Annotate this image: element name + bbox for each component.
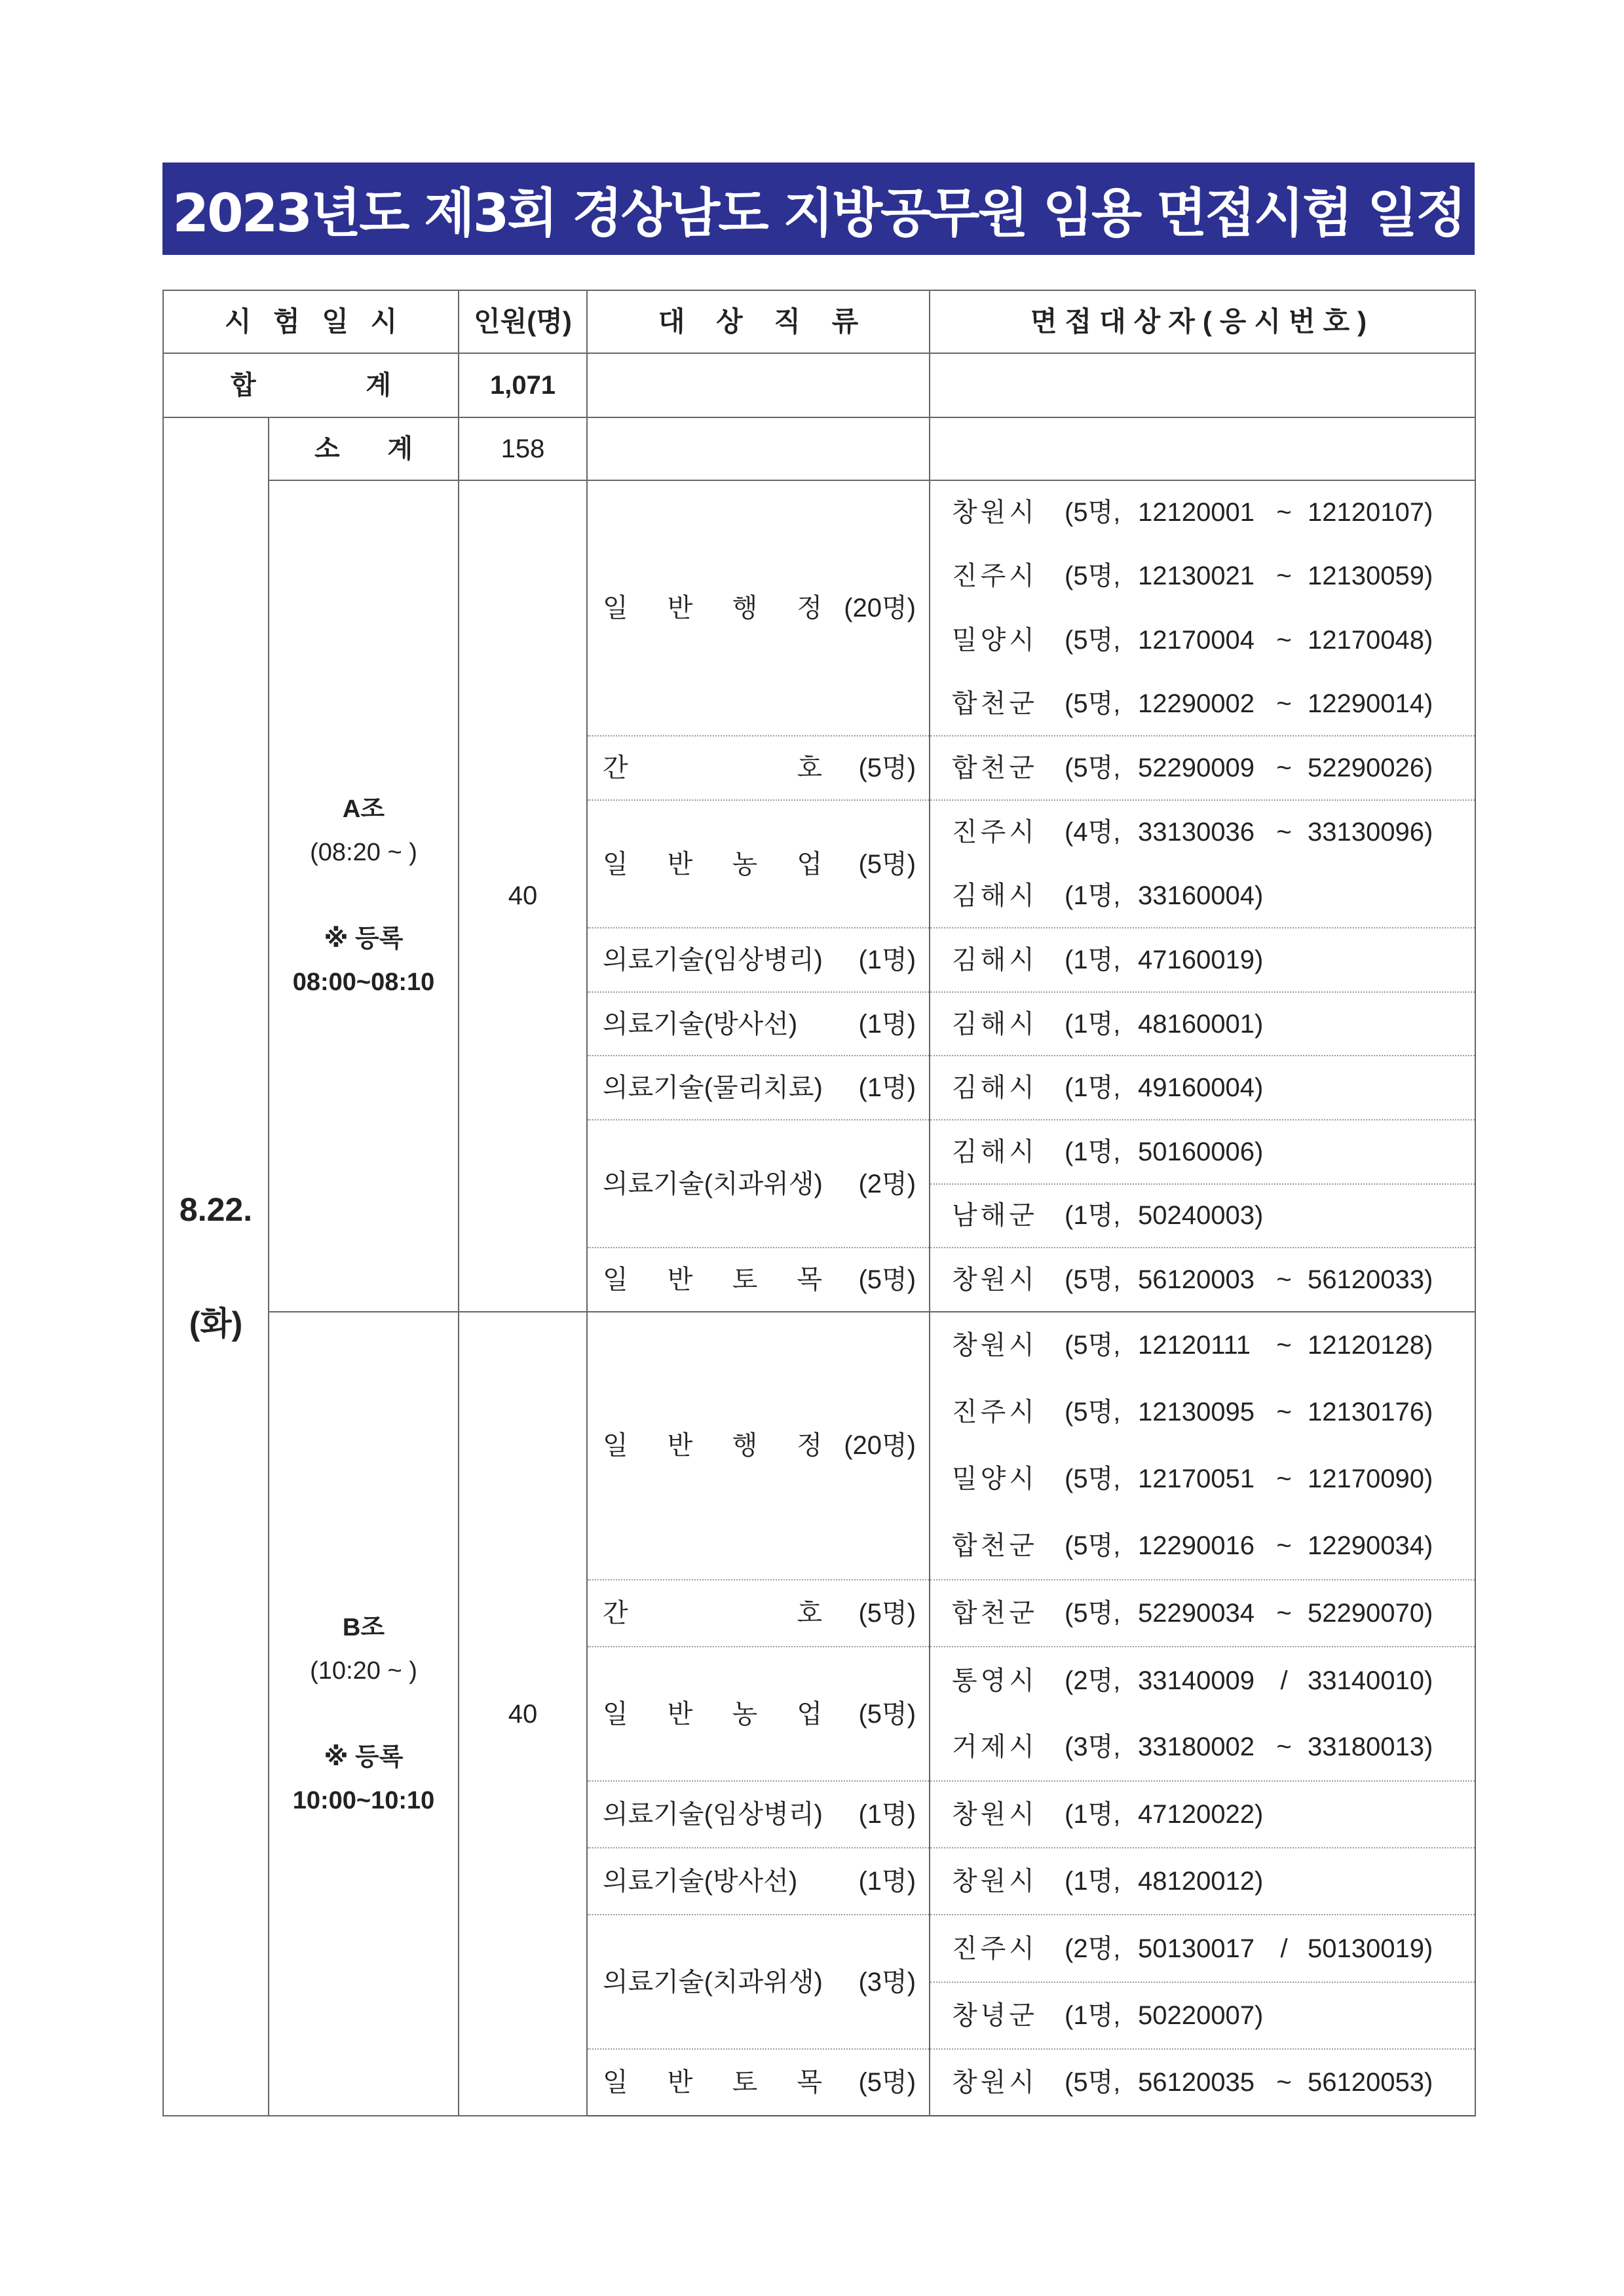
job-name: 일 반 농 업 [603, 1699, 823, 1729]
job-count: (1명) [858, 1867, 916, 1896]
city-name: 통영시 [952, 1666, 1038, 1695]
group-start-time: (08:20 ~ ) [310, 839, 417, 867]
job-name: 의료기술(방사선) [603, 1867, 798, 1896]
job-count: (5명) [858, 1265, 916, 1294]
subtotal-applicant-cell [930, 417, 1475, 480]
exam-number-to: 56120053) [1308, 2068, 1433, 2097]
applicant-count: (4명, [1065, 818, 1121, 847]
job-name: 의료기술(물리치료) [603, 1073, 823, 1103]
range-separator: ~ [1276, 562, 1292, 591]
range-separator: ~ [1276, 1599, 1292, 1628]
job-count: (5명) [858, 2068, 916, 2097]
header-job [587, 290, 930, 353]
group-name: A조 [342, 795, 385, 824]
job-count: (1명) [858, 1073, 916, 1103]
job-name: 간 호 [603, 1599, 823, 1628]
applicant-entry [930, 1714, 1475, 1781]
job-count: (3명) [858, 1967, 916, 1997]
job-cell-inner [603, 2067, 916, 2098]
applicant-count: (5명, [1065, 1464, 1121, 1494]
exam-number-to: 12130059) [1308, 562, 1433, 591]
job-cell [587, 736, 930, 800]
title-banner [162, 163, 1475, 255]
job-cell [587, 1120, 930, 1248]
group-name: B조 [342, 1613, 385, 1641]
applicant-entry [930, 1184, 1475, 1248]
job-cell-inner [603, 1072, 916, 1103]
range-separator: ~ [1276, 1531, 1292, 1561]
applicant-entry [930, 1445, 1475, 1512]
total-label: 합 계 [231, 371, 391, 400]
exam-number-from: 33140009 [1138, 1666, 1255, 1695]
exam-number-from: 48120012) [1138, 1867, 1264, 1896]
total-row [163, 353, 1475, 417]
header-exam-datetime [163, 290, 459, 353]
city-name: 창원시 [952, 498, 1038, 527]
applicant-count: (1명, [1065, 881, 1121, 910]
exam-number-to: 12130176) [1308, 1398, 1433, 1427]
city-name: 창원시 [952, 1265, 1038, 1294]
job-cell [587, 1848, 930, 1915]
applicant-count: (1명, [1065, 1137, 1121, 1166]
exam-number-from: 47160019) [1138, 945, 1264, 974]
group-spacer [269, 1693, 458, 1736]
header-applicants-label: 면접대상자(응시번호) [1030, 305, 1375, 337]
applicant-entry [930, 2049, 1475, 2116]
city-name: 남해군 [952, 1201, 1038, 1231]
city-name: 합천군 [952, 1599, 1038, 1628]
registration-time: 08:00~08:10 [292, 968, 435, 997]
city-name: 합천군 [952, 1531, 1038, 1561]
city-name: 진주시 [952, 1398, 1038, 1427]
applicant-count: (5명, [1065, 498, 1121, 527]
applicant-entry [930, 928, 1475, 992]
total-job-cell [587, 353, 930, 417]
range-separator: ~ [1276, 754, 1292, 783]
total-count: 1,071 [459, 353, 587, 417]
applicant-entry [930, 1982, 1475, 2049]
exam-number-from: 50240003) [1138, 1201, 1264, 1231]
exam-number-from: 12130095 [1138, 1398, 1255, 1427]
group-spacer [269, 874, 458, 917]
exam-number-from: 12120111 [1138, 1331, 1251, 1360]
job-cell-inner [603, 1966, 916, 1998]
range-separator: ~ [1276, 498, 1292, 527]
job-cell-inner [603, 592, 916, 624]
exam-number-from: 52290034 [1138, 1599, 1255, 1628]
subtotal-label-cell [269, 417, 459, 480]
city-name: 김해시 [952, 945, 1038, 974]
registration-label: ※ 등록 [324, 925, 404, 953]
city-name: 창원시 [952, 1331, 1038, 1360]
job-cell-inner [603, 1799, 916, 1830]
applicant-count: (5명, [1065, 562, 1121, 591]
exam-number-to: 52290026) [1308, 754, 1433, 783]
job-count: (2명) [858, 1169, 916, 1198]
job-cell-inner [603, 944, 916, 976]
job-cell-inner [603, 752, 916, 784]
applicant-count: (1명, [1065, 1867, 1121, 1896]
job-name: 간 호 [603, 754, 823, 783]
range-separator: ~ [1276, 1732, 1292, 1762]
exam-number-from: 12130021 [1138, 562, 1255, 591]
applicant-count: (2명, [1065, 1934, 1121, 1963]
job-name: 일 반 토 목 [603, 2068, 823, 2097]
group-cell [269, 480, 459, 1312]
range-separator: / [1280, 1934, 1288, 1963]
job-cell [587, 1312, 930, 1580]
header-row [163, 290, 1475, 353]
applicant-entry [930, 800, 1475, 864]
applicant-entry [930, 672, 1475, 737]
job-cell-inner [603, 1008, 916, 1040]
job-cell-inner [603, 1264, 916, 1295]
range-separator: ~ [1276, 818, 1292, 847]
applicant-entry [930, 1379, 1475, 1445]
exam-number-from: 48160001) [1138, 1009, 1264, 1039]
job-cell [587, 1781, 930, 1848]
schedule-table [162, 290, 1476, 2116]
job-cell [587, 1248, 930, 1312]
exam-number-from: 47120022) [1138, 1799, 1264, 1829]
applicant-count: (5명, [1065, 2068, 1121, 2097]
header-applicants [930, 290, 1475, 353]
city-name: 김해시 [952, 881, 1038, 910]
exam-number-to: 33180013) [1308, 1732, 1433, 1762]
exam-number-from: 50220007) [1138, 2000, 1264, 2030]
job-name: 일 반 농 업 [603, 849, 823, 879]
city-name: 김해시 [952, 1137, 1038, 1166]
applicant-entry [930, 992, 1475, 1056]
exam-number-to: 50130019) [1308, 1934, 1433, 1963]
applicant-count: (2명, [1065, 1666, 1121, 1695]
applicant-entry [930, 1848, 1475, 1915]
exam-number-to: 56120033) [1308, 1265, 1433, 1294]
total-label-cell [163, 353, 459, 417]
job-count: (5명) [858, 1699, 916, 1729]
job-cell-inner [603, 1430, 916, 1461]
applicant-count: (5명, [1065, 1265, 1121, 1294]
exam-number-from: 12170004 [1138, 625, 1255, 655]
header-exam-datetime-label: 시 험 일 시 [224, 305, 398, 337]
job-cell [587, 1647, 930, 1781]
exam-number-to: 12290034) [1308, 1531, 1433, 1561]
exam-number-to: 12290014) [1308, 689, 1433, 719]
header-count [459, 290, 587, 353]
job-name: 의료기술(치과위생) [603, 1967, 823, 1997]
job-count: (5명) [858, 754, 916, 783]
exam-number-from: 33180002 [1138, 1732, 1255, 1762]
applicant-count: (5명, [1065, 1331, 1121, 1360]
city-name: 거제시 [952, 1732, 1038, 1762]
applicant-count: (5명, [1065, 689, 1121, 719]
applicant-entry [930, 1312, 1475, 1379]
exam-number-to: 12120107) [1308, 498, 1433, 527]
city-name: 합천군 [952, 689, 1038, 719]
job-count: (20명) [844, 594, 916, 623]
job-cell-inner [603, 1598, 916, 1629]
range-separator: ~ [1276, 1265, 1292, 1294]
job-name: 의료기술(치과위생) [603, 1169, 823, 1198]
applicant-count: (1명, [1065, 1799, 1121, 1829]
exam-number-from: 50130017 [1138, 1934, 1255, 1963]
applicant-count: (1명, [1065, 1073, 1121, 1103]
exam-weekday: (화) [189, 1305, 243, 1342]
range-separator: ~ [1276, 625, 1292, 655]
job-cell [587, 992, 930, 1056]
city-name: 김해시 [952, 1073, 1038, 1103]
applicant-entry [930, 1513, 1475, 1580]
registration-time: 10:00~10:10 [292, 1786, 435, 1814]
exam-number-to: 12170090) [1308, 1464, 1433, 1494]
header-count-label: 인원(명) [474, 305, 572, 337]
applicant-count: (1명, [1065, 945, 1121, 974]
exam-number-to: 52290070) [1308, 1599, 1433, 1628]
exam-number-to: 12170048) [1308, 625, 1433, 655]
exam-number-from: 12170051 [1138, 1464, 1255, 1494]
job-cell [587, 800, 930, 928]
job-name: 일 반 행 정 [603, 594, 823, 623]
applicant-entry [930, 1580, 1475, 1647]
applicant-entry [930, 1120, 1475, 1184]
job-cell [587, 1056, 930, 1120]
range-separator: ~ [1276, 1398, 1292, 1427]
exam-number-from: 33130036 [1138, 818, 1255, 847]
job-name: 의료기술(임상병리) [603, 1799, 823, 1829]
job-name: 의료기술(임상병리) [603, 945, 823, 974]
exam-number-from: 49160004) [1138, 1073, 1264, 1103]
exam-date: 8.22. [179, 1191, 253, 1228]
job-name: 일 반 행 정 [603, 1431, 823, 1461]
range-separator: / [1280, 1666, 1288, 1695]
group-cell [269, 1312, 459, 2116]
group-count: 40 [459, 1312, 587, 2116]
applicant-count: (5명, [1065, 1599, 1121, 1628]
schedule-row [163, 480, 1475, 545]
job-cell-inner [603, 1698, 916, 1730]
applicant-entry [930, 1248, 1475, 1312]
applicant-count: (5명, [1065, 1531, 1121, 1561]
applicant-count: (5명, [1065, 625, 1121, 655]
job-cell [587, 928, 930, 992]
city-name: 창원시 [952, 1799, 1038, 1829]
exam-number-from: 56120035 [1138, 2068, 1255, 2097]
job-cell [587, 1580, 930, 1647]
exam-number-to: 33140010) [1308, 1666, 1433, 1695]
applicant-entry [930, 864, 1475, 928]
schedule-row [163, 1312, 1475, 1379]
exam-number-from: 12120001 [1138, 498, 1255, 527]
job-cell [587, 480, 930, 736]
city-name: 김해시 [952, 1009, 1038, 1039]
city-name: 밀양시 [952, 625, 1038, 655]
range-separator: ~ [1276, 1331, 1292, 1360]
applicant-count: (1명, [1065, 1009, 1121, 1039]
applicant-entry [930, 736, 1475, 800]
range-separator: ~ [1276, 689, 1292, 719]
applicant-count: (5명, [1065, 1398, 1121, 1427]
job-name: 일 반 토 목 [603, 1265, 823, 1294]
range-separator: ~ [1276, 2068, 1292, 2097]
applicant-count: (5명, [1065, 754, 1121, 783]
exam-number-to: 33130096) [1308, 818, 1433, 847]
city-name: 밀양시 [952, 1464, 1038, 1494]
job-name: 의료기술(방사선) [603, 1009, 798, 1039]
subtotal-job-cell [587, 417, 930, 480]
group-start-time: (10:20 ~ ) [310, 1656, 417, 1685]
job-cell [587, 1915, 930, 2049]
applicant-entry [930, 480, 1475, 545]
total-applicant-cell [930, 353, 1475, 417]
applicant-entry [930, 545, 1475, 609]
exam-number-from: 56120003 [1138, 1265, 1255, 1294]
city-name: 합천군 [952, 754, 1038, 783]
city-name: 창원시 [952, 1867, 1038, 1896]
applicant-count: (1명, [1065, 1201, 1121, 1231]
applicant-entry [930, 1647, 1475, 1713]
exam-number-from: 50160006) [1138, 1137, 1264, 1166]
job-cell-inner [603, 849, 916, 880]
job-count: (20명) [844, 1431, 916, 1461]
job-cell-inner [603, 1866, 916, 1897]
job-cell [587, 2049, 930, 2116]
applicant-entry [930, 1915, 1475, 1981]
exam-number-to: 12120128) [1308, 1331, 1433, 1360]
city-name: 진주시 [952, 818, 1038, 847]
applicant-entry [930, 1056, 1475, 1120]
city-name: 진주시 [952, 1934, 1038, 1963]
exam-number-from: 12290016 [1138, 1531, 1255, 1561]
group-count: 40 [459, 480, 587, 1312]
exam-number-from: 33160004) [1138, 881, 1264, 910]
exam-number-from: 12290002 [1138, 689, 1255, 719]
job-count: (1명) [858, 1009, 916, 1039]
job-cell-inner [603, 1168, 916, 1200]
job-count: (5명) [858, 849, 916, 879]
job-count: (5명) [858, 1599, 916, 1628]
range-separator: ~ [1276, 1464, 1292, 1494]
registration-label: ※ 등록 [324, 1743, 404, 1771]
job-count: (1명) [858, 945, 916, 974]
date-cell [163, 417, 269, 2116]
exam-number-from: 52290009 [1138, 754, 1255, 783]
subtotal-count: 158 [459, 417, 587, 480]
city-name: 창원시 [952, 2068, 1038, 2097]
applicant-entry [930, 608, 1475, 672]
header-job-label: 대 상 직 류 [658, 305, 859, 337]
job-count: (1명) [858, 1799, 916, 1829]
city-name: 진주시 [952, 562, 1038, 591]
applicant-count: (1명, [1065, 2000, 1121, 2030]
city-name: 창녕군 [952, 2000, 1038, 2030]
subtotal-row [163, 417, 1475, 480]
applicant-count: (3명, [1065, 1732, 1121, 1762]
document-title: 2023년도 제3회 경상남도 지방공무원 임용 면접시험 일정 [172, 183, 1465, 244]
applicant-entry [930, 1781, 1475, 1848]
subtotal-label: 소 계 [314, 434, 413, 463]
